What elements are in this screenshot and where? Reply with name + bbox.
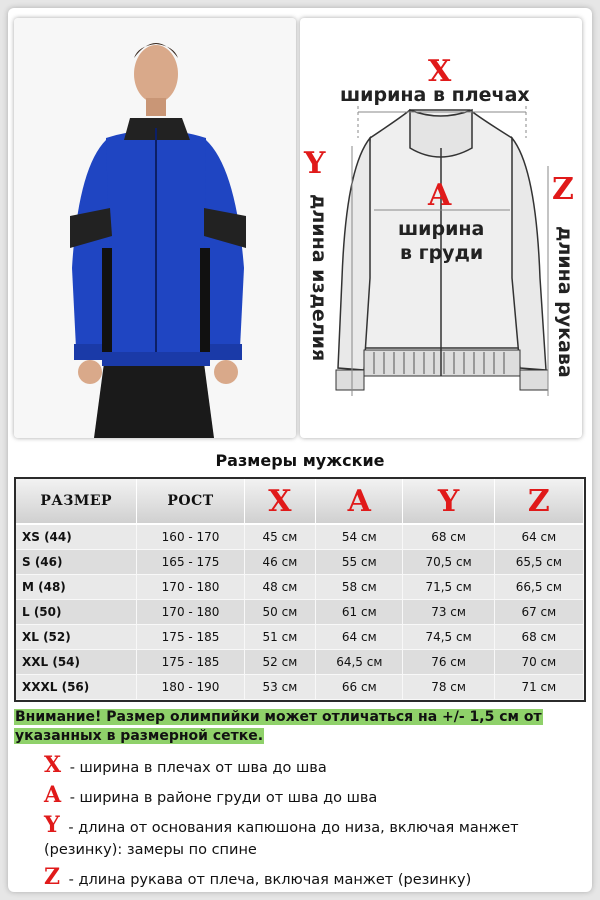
legend-letter: A xyxy=(44,782,62,808)
cell-size: XXL (54) xyxy=(16,650,137,675)
cell-z: 64 см xyxy=(495,525,584,550)
warning-note xyxy=(14,708,589,746)
cell-z: 66,5 см xyxy=(495,575,584,600)
cell-a: 64 см xyxy=(316,625,403,650)
table-row xyxy=(16,600,584,625)
cell-x: 52 см xyxy=(245,650,316,675)
cell-y: 78 см xyxy=(403,675,494,700)
letter-y: Y xyxy=(304,146,326,181)
shoulder-label: ширина в плечах xyxy=(340,84,530,106)
legend-text: - длина рукава от плеча, включая манжет (резинку) xyxy=(68,872,472,888)
cell-x: 50 см xyxy=(245,600,316,625)
table-row xyxy=(16,625,584,650)
cell-y: 68 см xyxy=(403,525,494,550)
length-label: длина изделия xyxy=(308,194,330,362)
cell-a: 64,5 см xyxy=(316,650,403,675)
header-size: РАЗМЕР xyxy=(16,479,137,525)
table-header-row xyxy=(16,479,584,525)
cell-height: 175 - 185 xyxy=(137,625,244,650)
cell-y: 76 см xyxy=(403,650,494,675)
cell-size: L (50) xyxy=(16,600,137,625)
letter-x: X xyxy=(428,54,452,89)
table-row xyxy=(16,550,584,575)
legend-text: - длина от основания капюшона до низа, включая манжет (резинку): замеры по спине xyxy=(44,820,519,858)
cell-z: 65,5 см xyxy=(495,550,584,575)
section-title: Размеры мужские xyxy=(215,451,385,470)
cell-a: 61 см xyxy=(316,600,403,625)
legend xyxy=(44,754,544,896)
header-height: РОСТ xyxy=(137,479,244,525)
chest-label-1: ширина xyxy=(398,218,485,240)
cell-y: 71,5 см xyxy=(403,575,494,600)
legend-item-a xyxy=(44,784,544,809)
legend-item-y xyxy=(44,814,544,861)
cell-height: 160 - 170 xyxy=(137,525,244,550)
cell-size: M (48) xyxy=(16,575,137,600)
cell-z: 70 см xyxy=(495,650,584,675)
cell-x: 46 см xyxy=(245,550,316,575)
cell-a: 66 см xyxy=(316,675,403,700)
legend-letter: Z xyxy=(44,864,61,890)
table-row xyxy=(16,525,584,550)
header-y: Y xyxy=(403,479,494,525)
cell-y: 73 см xyxy=(403,600,494,625)
cell-x: 53 см xyxy=(245,675,316,700)
sleeve-label: длина рукава xyxy=(554,226,576,378)
table-row xyxy=(16,650,584,675)
cell-size: XL (52) xyxy=(16,625,137,650)
warning-line-2: указанных в размерной сетке. xyxy=(15,728,264,744)
cell-a: 58 см xyxy=(316,575,403,600)
cell-height: 165 - 175 xyxy=(137,550,244,575)
cell-a: 55 см xyxy=(316,550,403,575)
letter-z: Z xyxy=(552,172,574,207)
cell-height: 180 - 190 xyxy=(137,675,244,700)
cell-size: XS (44) xyxy=(16,525,137,550)
size-table xyxy=(14,477,586,702)
chest-label-2: в груди xyxy=(400,242,484,264)
cell-y: 74,5 см xyxy=(403,625,494,650)
cell-height: 170 - 180 xyxy=(137,575,244,600)
measurement-diagram xyxy=(300,18,582,438)
legend-item-x xyxy=(44,754,544,779)
cell-x: 51 см xyxy=(245,625,316,650)
legend-letter: Y xyxy=(44,812,60,838)
letter-a: A xyxy=(428,178,452,213)
legend-text: - ширина в районе груди от шва до шва xyxy=(69,790,378,806)
cell-size: XXXL (56) xyxy=(16,675,137,700)
table-row xyxy=(16,675,584,700)
cell-z: 68 см xyxy=(495,625,584,650)
cell-height: 170 - 180 xyxy=(137,600,244,625)
header-a: A xyxy=(316,479,403,525)
cell-z: 67 см xyxy=(495,600,584,625)
cell-a: 54 см xyxy=(316,525,403,550)
legend-item-z xyxy=(44,866,544,891)
cell-size: S (46) xyxy=(16,550,137,575)
model-illustration xyxy=(14,18,296,438)
table-row xyxy=(16,575,584,600)
header-z: Z xyxy=(495,479,584,525)
legend-letter: X xyxy=(44,752,62,778)
cell-y: 70,5 см xyxy=(403,550,494,575)
cell-z: 71 см xyxy=(495,675,584,700)
legend-text: - ширина в плечах от шва до шва xyxy=(69,760,327,776)
model-photo xyxy=(14,18,296,438)
cell-x: 48 см xyxy=(245,575,316,600)
cell-height: 175 - 185 xyxy=(137,650,244,675)
header-x: X xyxy=(245,479,316,525)
warning-line-1: Внимание! Размер олимпийки может отличаться на +/- 1,5 см от xyxy=(15,709,542,725)
cell-x: 45 см xyxy=(245,525,316,550)
